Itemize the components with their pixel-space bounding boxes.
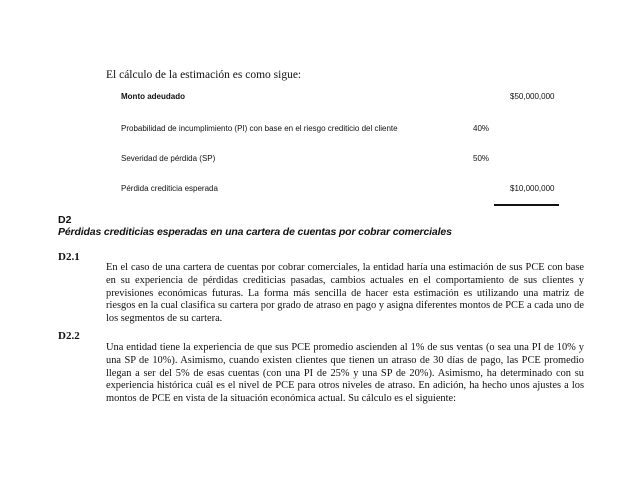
total-underline bbox=[494, 204, 559, 206]
section-title: Pérdidas crediticias esperadas en una cartera de cuentas por cobrar comerciales bbox=[58, 226, 452, 238]
row-value-amount-owed: $50,000,000 bbox=[510, 92, 555, 101]
row-value-loss-severity: 50% bbox=[473, 154, 490, 163]
row-label-loss-severity: Severidad de pérdida (SP) bbox=[121, 154, 216, 163]
intro-text: El cálculo de la estimación es como sigue: bbox=[106, 69, 302, 81]
paragraph-code-d2-1: D2.1 bbox=[58, 251, 80, 263]
row-label-amount-owed: Monto adeudado bbox=[121, 92, 185, 101]
paragraph-text-d2-1: En el caso de una cartera de cuentas por cobrar comerciales, la entidad haría una estimación de sus PCE con base en su experiencia de pérdidas crediticias pasadas, cambios actuales en el comportamiento de sus clientes y previsiones económicas futuras. La forma más sencilla de hacer esta estimación es utilizando una matriz de riesgos en la cual clasifica su cartera por grado de atraso en pago y asigna diferentes montos de PCE a cada uno de los segmentos de su cartera. bbox=[106, 262, 584, 325]
row-value-expected-loss: $10,000,000 bbox=[510, 184, 555, 193]
paragraph-code-d2-2: D2.2 bbox=[58, 330, 80, 342]
row-value-default-probability: 40% bbox=[473, 124, 490, 133]
row-label-expected-loss: Pérdida crediticia esperada bbox=[121, 184, 218, 193]
paragraph-text-d2-2: Una entidad tiene la experiencia de que sus PCE promedio ascienden al 1% de sus ventas (o sea una PI de 10% y una SP de 10%). Asimismo, cuando existen clientes que tienen un atraso de 30 días de pago, las PCE promedio llegan a ser del 5% de esas cuentas (con una PI de 25% y una SP de 20%). Asimismo, ha determinado con su experiencia histórica cuál es el nivel de PCE para otros niveles de atraso. En adición, ha hecho unos ajustes a los montos de PCE en vista de la situación económica actual. Su cálculo es el siguiente: bbox=[106, 342, 584, 405]
row-label-default-probability: Probabilidad de incumplimiento (PI) con base en el riesgo crediticio del cliente bbox=[121, 124, 398, 133]
section-code: D2 bbox=[58, 214, 72, 226]
